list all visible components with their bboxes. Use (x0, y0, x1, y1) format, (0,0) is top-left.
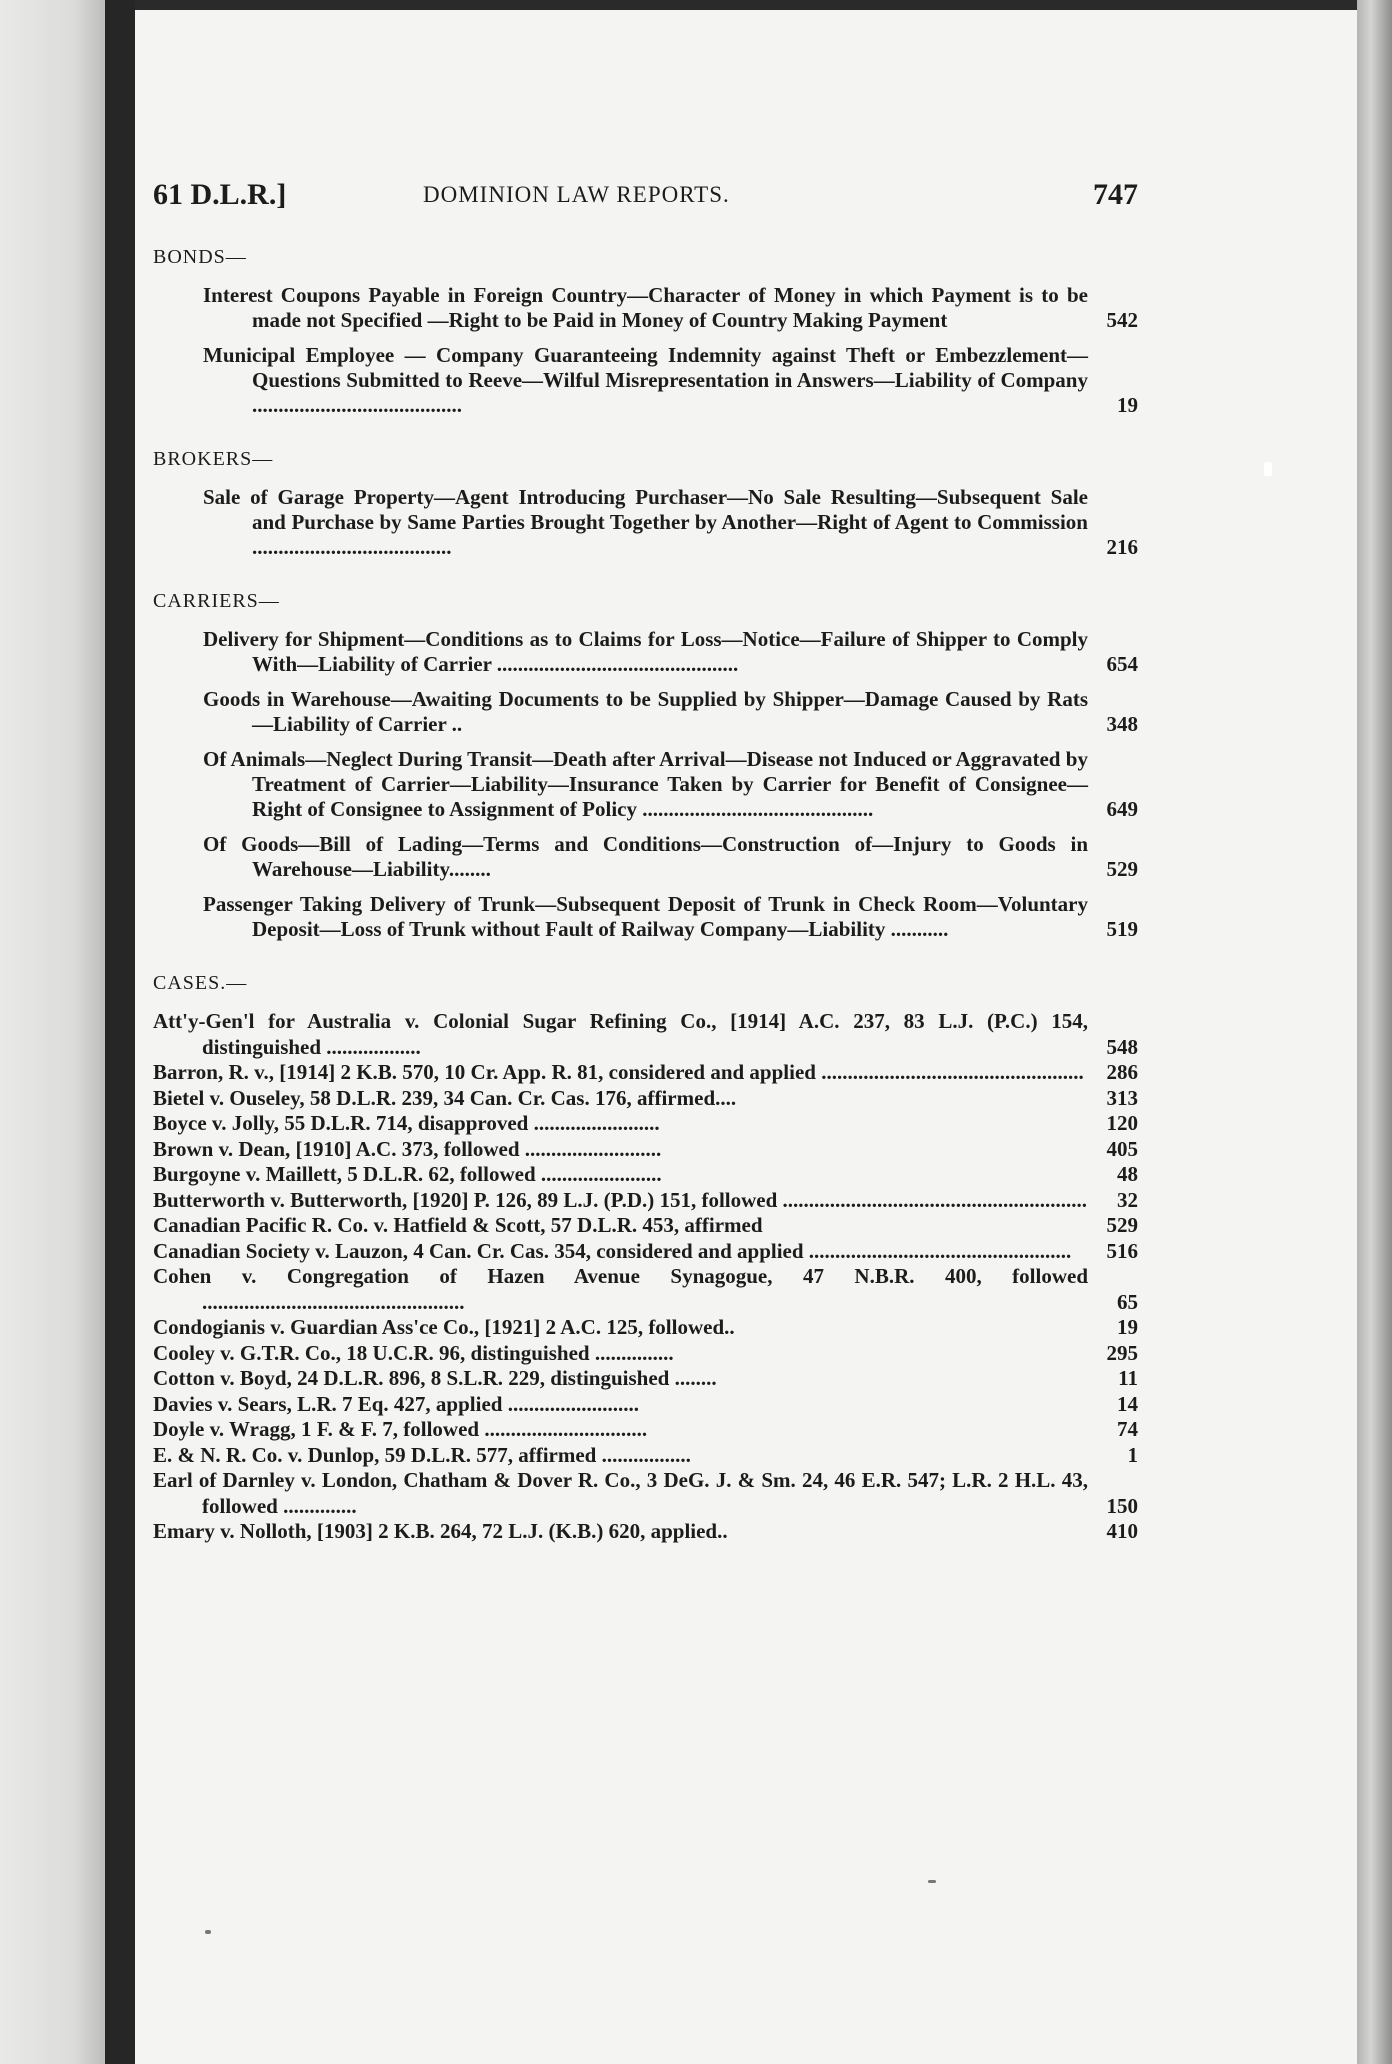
case-entry (153, 1137, 1138, 1163)
case-page-number: 410 (1106, 1519, 1138, 1543)
case-citation: Butterworth v. Butterworth, [1920] P. 126, 89 L.J. (P.D.) 151, followed .......................................................... (153, 1187, 1088, 1212)
page-number: 747 (1093, 178, 1138, 211)
case-page-number: 295 (1106, 1340, 1138, 1365)
case-page-number: 11 (1118, 1366, 1138, 1390)
case-entry (153, 1341, 1138, 1367)
section-title: BONDS— (153, 246, 247, 268)
entry-text: Goods in Warehouse—Awaiting Documents to be Supplied by Shipper—Damage Caused by Rats—Liability of Carrier .. (203, 687, 1088, 736)
case-entry (153, 1468, 1138, 1519)
case-page-number: 32 (1117, 1187, 1138, 1212)
case-citation: Burgoyne v. Maillett, 5 D.L.R. 62, followed ....................... (153, 1162, 662, 1186)
index-entry (153, 747, 1138, 822)
volume-label: 61 D.L.R.] (153, 178, 287, 211)
entry-text: Sale of Garage Property—Agent Introducing Purchaser—No Sale Resulting—Subsequent Sale and Purchase by Same Parties Brought Together by Another—Right of Agent to Commission ...................................... (203, 485, 1088, 559)
case-page-number: 529 (1106, 1213, 1138, 1237)
case-citation: Cooley v. G.T.R. Co., 18 U.C.R. 96, distinguished ............... (153, 1340, 674, 1365)
case-entry (153, 1315, 1138, 1341)
case-entry (153, 1188, 1138, 1214)
entry-text: Of Goods—Bill of Lading—Terms and Conditions—Construction of—Injury to Goods in Warehouse—Liability........ (203, 832, 1088, 881)
case-citation: Davies v. Sears, L.R. 7 Eq. 427, applied ......................... (153, 1391, 639, 1416)
case-page-number: 516 (1106, 1238, 1138, 1263)
case-citation: Emary v. Nolloth, [1903] 2 K.B. 264, 72 L.J. (K.B.) 620, applied.. (153, 1519, 728, 1543)
entry-page-number: 348 (1106, 712, 1138, 736)
entry-page-number: 542 (1106, 308, 1138, 332)
case-citation: Cotton v. Boyd, 24 D.L.R. 896, 8 S.L.R. 229, distinguished ........ (153, 1366, 717, 1390)
case-citation: Condogianis v. Guardian Ass'ce Co., [1921] 2 A.C. 125, followed.. (153, 1315, 735, 1339)
case-entry (153, 1213, 1138, 1239)
entry-text: Delivery for Shipment—Conditions as to Claims for Loss—Notice—Failure of Shipper to Comply With—Liability of Carrier .............................................. (203, 627, 1088, 676)
entry-page-number: 649 (1106, 797, 1138, 821)
entry-text: Of Animals—Neglect During Transit—Death after Arrival—Disease not Induced or Aggravated by Treatment of Carrier—Liability—Insurance Taken by Carrier for Benefit of Consignee—Right of Consignee to Assignment of Policy ............................................ (203, 747, 1088, 821)
case-page-number: 1 (1127, 1442, 1138, 1467)
cases-section (153, 972, 1138, 1545)
case-entry (153, 1239, 1138, 1265)
case-citation: Boyce v. Jolly, 55 D.L.R. 714, disapproved ........................ (153, 1111, 660, 1135)
case-page-number: 65 (1117, 1289, 1138, 1314)
case-page-number: 14 (1117, 1391, 1138, 1416)
case-citation: Barron, R. v., [1914] 2 K.B. 570, 10 Cr. App. R. 81, considered and applied .................................................. (153, 1060, 1084, 1084)
section-title: CARRIERS— (153, 590, 280, 612)
case-page-number: 120 (1106, 1111, 1138, 1135)
page-content (153, 178, 1138, 1575)
entry-text: Municipal Employee — Company Guaranteeing Indemnity against Theft or Embezzlement—Questions Submitted to Reeve—Wilful Misrepresentation in Answers—Liability of Company ........................................ (203, 343, 1088, 417)
case-entry (153, 1111, 1138, 1137)
entry-page-number: 529 (1106, 857, 1138, 881)
case-entry (153, 1519, 1138, 1545)
case-entry (153, 1060, 1138, 1086)
section-title: CASES.— (153, 972, 248, 994)
case-citation: Att'y-Gen'l for Australia v. Colonial Sugar Refining Co., [1914] A.C. 237, 83 L.J. (P.C.) 154, distinguished .................. (153, 1009, 1088, 1059)
entry-page-number: 519 (1106, 917, 1138, 941)
index-entry (153, 687, 1138, 737)
case-entry (153, 1086, 1138, 1112)
case-page-number: 313 (1106, 1085, 1138, 1110)
case-page-number: 48 (1117, 1162, 1138, 1186)
case-page-number: 548 (1106, 1034, 1138, 1059)
case-citation: Canadian Society v. Lauzon, 4 Can. Cr. Cas. 354, considered and applied .................................................. (153, 1238, 1072, 1263)
page-blemish (205, 1930, 211, 1934)
index-entry (153, 627, 1138, 677)
case-page-number: 19 (1117, 1315, 1138, 1339)
index-entry (153, 283, 1138, 333)
index-section (153, 590, 1138, 942)
case-citation: E. & N. R. Co. v. Dunlop, 59 D.L.R. 577, affirmed ................. (153, 1442, 691, 1467)
case-entry (153, 1392, 1138, 1418)
publication-title: DOMINION LAW REPORTS. (423, 182, 730, 207)
index-entry (153, 343, 1138, 418)
case-entry (153, 1443, 1138, 1469)
case-citation: Bietel v. Ouseley, 58 D.L.R. 239, 34 Can. Cr. Cas. 176, affirmed.... (153, 1085, 737, 1110)
case-page-number: 150 (1106, 1493, 1138, 1518)
book-spine (105, 0, 135, 2064)
case-page-number: 405 (1106, 1136, 1138, 1161)
entry-text: Passenger Taking Delivery of Trunk—Subsequent Deposit of Trunk in Check Room—Voluntary Deposit—Loss of Trunk without Fault of Railway Company—Liability ........... (203, 892, 1088, 941)
running-header (153, 178, 1138, 218)
case-citation: Earl of Darnley v. London, Chatham & Dover R. Co., 3 DeG. J. & Sm. 24, 46 E.R. 547; L.R. 2 H.L. 43, followed .............. (153, 1468, 1088, 1518)
index-section (153, 246, 1138, 418)
case-entry (153, 1417, 1138, 1443)
index-entry (153, 892, 1138, 942)
index-sections (153, 246, 1138, 942)
case-entry (153, 1264, 1138, 1315)
section-title: BROKERS— (153, 448, 274, 470)
case-list (153, 1009, 1138, 1545)
index-section (153, 448, 1138, 560)
page-blemish (1264, 462, 1272, 476)
case-entry (153, 1366, 1138, 1392)
left-page-edge (0, 0, 105, 2064)
right-page-edge (1357, 0, 1392, 2064)
entry-page-number: 216 (1106, 535, 1138, 559)
index-entry (153, 485, 1138, 560)
entry-page-number: 654 (1106, 652, 1138, 676)
case-citation: Brown v. Dean, [1910] A.C. 373, followed .......................... (153, 1136, 662, 1161)
case-page-number: 286 (1106, 1060, 1138, 1084)
case-citation: Cohen v. Congregation of Hazen Avenue Synagogue, 47 N.B.R. 400, followed .................................................. (153, 1264, 1088, 1314)
entry-page-number: 19 (1117, 393, 1138, 417)
case-citation: Doyle v. Wragg, 1 F. & F. 7, followed ............................... (153, 1417, 648, 1441)
page-blemish (928, 1880, 936, 1883)
case-page-number: 74 (1117, 1417, 1138, 1441)
case-citation: Canadian Pacific R. Co. v. Hatfield & Scott, 57 D.L.R. 453, affirmed (153, 1213, 763, 1237)
index-entry (153, 832, 1138, 882)
case-entry (153, 1162, 1138, 1188)
entry-text: Interest Coupons Payable in Foreign Country—Character of Money in which Payment is to be made not Specified —Right to be Paid in Money of Country Making Payment (203, 283, 1088, 332)
case-entry (153, 1009, 1138, 1060)
